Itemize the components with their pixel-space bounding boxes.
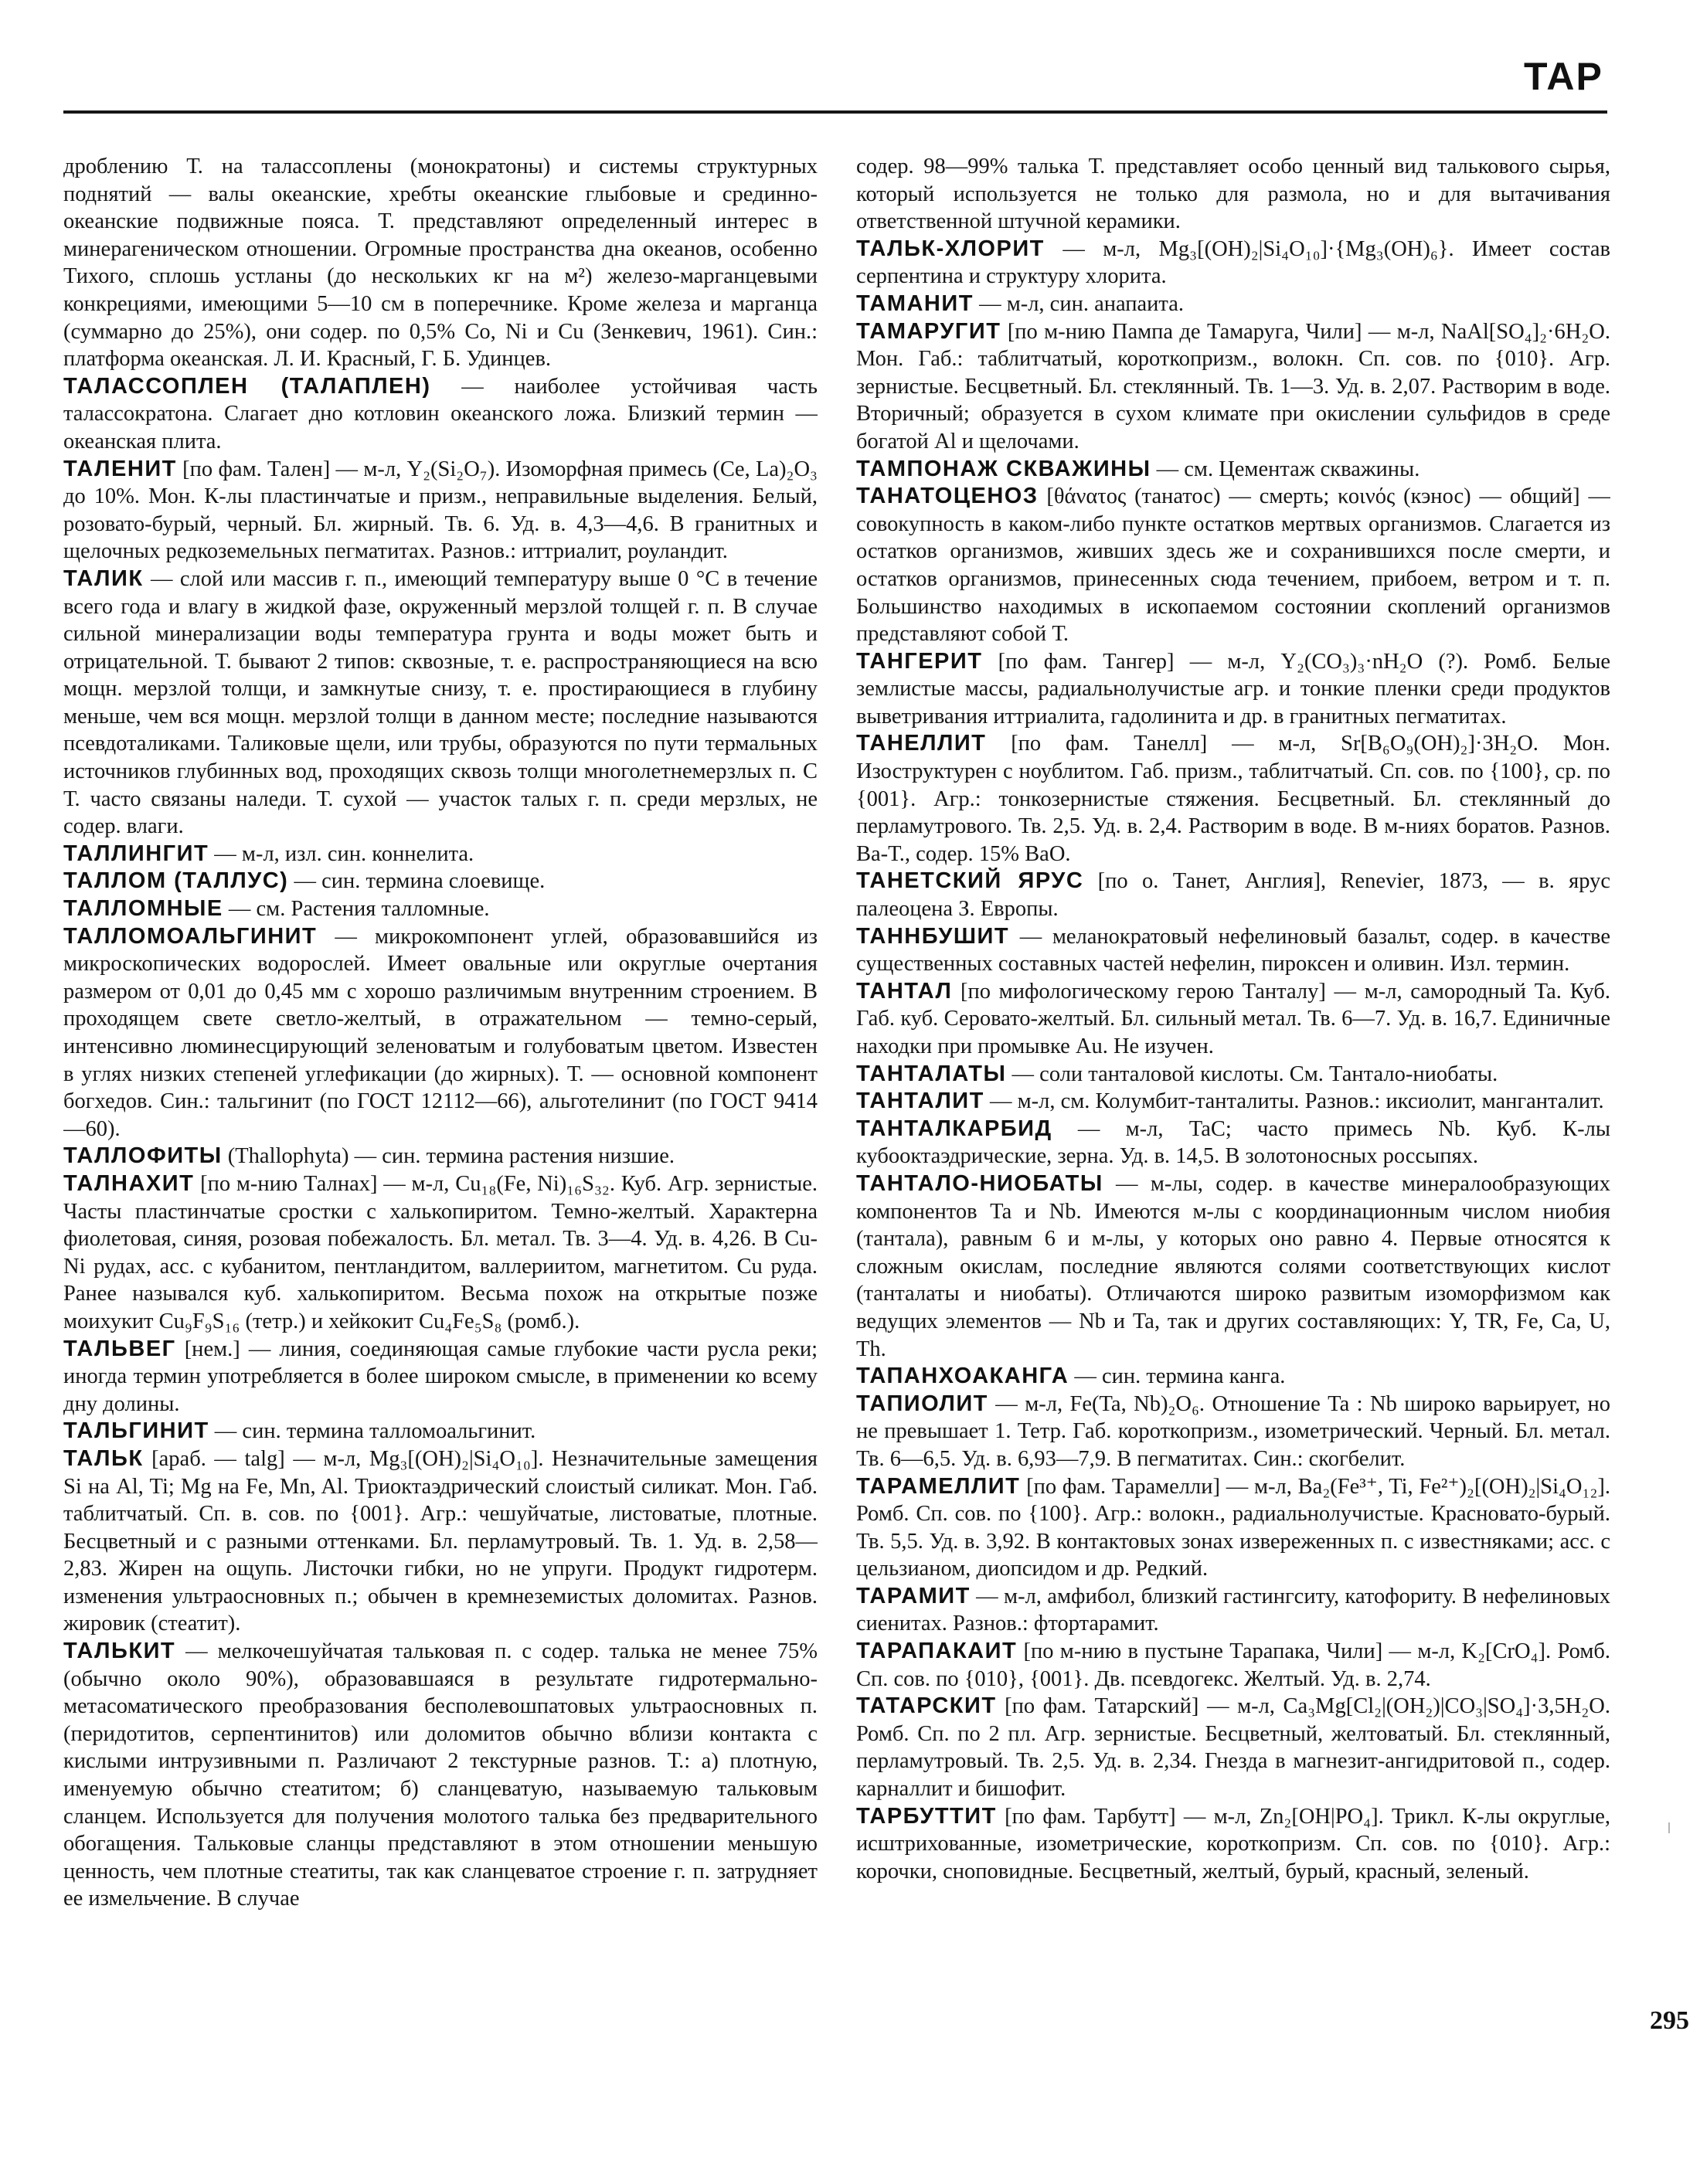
dictionary-entry — [856, 290, 1610, 318]
entry-headword: ТАЛЬК — [63, 1445, 144, 1471]
entry-headword: ТАЛЬГИНИТ — [63, 1418, 209, 1444]
dictionary-entry — [856, 730, 1610, 868]
dictionary-entry — [63, 1445, 818, 1638]
entry-text: (Thallophyta) — син. термина растения низшие. — [222, 1144, 675, 1169]
entry-headword: ТАТАРСКИТ — [856, 1693, 997, 1719]
entry-text: — см. Цементаж скважины. — [1151, 457, 1420, 481]
entry-headword: ТАННБУШИТ — [856, 923, 1010, 949]
dictionary-entry — [856, 483, 1610, 648]
entry-text: — м-л, амфибол, близкий гастингситу, катофориту. В нефелиновых сиенитах. Разнов.: фтортарамит. — [856, 1584, 1610, 1636]
entry-headword: ТАЛИК — [63, 566, 144, 591]
entry-headword: ТАМПОНАЖ СКВАЖИНЫ — [856, 456, 1151, 481]
entry-headword: ТАЛЬК-ХЛОРИТ — [856, 236, 1045, 261]
entry-headword: ТАЛЕНИТ — [63, 456, 177, 481]
entry-text: — мелкочешуйчатая тальковая п. с содер. талька не менее 75% (обычно около 90%), образовавшаяся в результате гидротермально-метасоматического преобразования бесполевошпатовых ультраосновных п. (перидотитов, серпентинитов) или доломитов обычно вблизи контакта с кислыми интрузивными п. Различают 2 текстурные разнов. Т.: а) плотную, именуемую обычно стеатитом; б) сланцеватую, называемую тальковым сланцем. Используется для получения молотого талька без предварительного обогащения. Тальковые сланцы представляют в этом отношении меньшую ценность, чем плотные стеатиты, так как сланцеватое строение г. п. затрудняет ее измельчение. В случае — [63, 1639, 818, 1911]
dictionary-entry — [856, 1473, 1610, 1583]
dictionary-entry — [63, 566, 818, 841]
entry-text: [по фам. Тарамелли] — м-л, Ba₂(Fe³⁺, Ti, Fe²⁺)₂[(OH)₂|Si₄O₁₂]. Ромб. Сп. сов. по {100}. Агр.: волокн., радиальнолучистые. Красновато-бурый. Тв. 5,5. Уд. в. 3,92. В контактовых зонах извереженных п. с известняками; асс. с цельзианом, диопсидом и др. Редкий. — [856, 1474, 1610, 1581]
entry-text: [θάνατος (танатос) — смерть; κοινός (кэнос) — общий] — совокупность в каком-либо пункте остатков мертвых организмов. Слагается из остатков организмов, живших здесь же и сохранившихся после смерти, и остатков организмов, принесенных сюда течением, прибоем, ветром и т. п. Большинство находимых в ископаемом состоянии скоплений организмов представляют собой Т. — [856, 484, 1610, 647]
dictionary-entry — [63, 1143, 818, 1170]
entry-text: — м-л, Mg₃[(OH)₂|Si₄O₁₀]·{Mg₃(OH)₆}. Имеет состав серпентина и структуру хлорита. — [856, 236, 1610, 289]
dictionary-entry — [856, 1638, 1610, 1693]
dictionary-entry — [63, 868, 818, 895]
entry-text: — наиболее устойчивая часть талассократона. Слагает дно котловин океанского ложа. Близкий термин — океанская плита. — [63, 374, 818, 453]
dictionary-entry — [856, 456, 1610, 484]
entry-headword: ТАРАМИТ — [856, 1583, 971, 1608]
dictionary-entry — [856, 1170, 1610, 1363]
entry-headword: ТАНТАЛКАРБИД — [856, 1116, 1052, 1141]
dictionary-entry — [63, 1170, 818, 1336]
dictionary-entry — [856, 236, 1610, 290]
entry-text: [по фам. Тален] — м-л, Y₂(Si₂O₇). Изоморфная примесь (Ce, La)₂O₃ до 10%. Мон. К-лы пластинчатые и призм., неправильные выделения. Белый, розовато-бурый, черный. Бл. жирный. Тв. 6. Уд. в. 4,3—4,6. В гранитных и щелочных редкоземельных пегматитах. Разнов.: иттриалит, роуландит. — [63, 457, 818, 564]
entry-text: содер. 98—99% талька Т. представляет особо ценный вид талькового сырья, который используется не только для размола, но и для вытачивания ответственной штучной керамики. — [856, 155, 1610, 234]
header-rule — [63, 110, 1607, 114]
running-head: ТАР — [1524, 55, 1603, 98]
dictionary-entry — [63, 153, 818, 373]
entry-headword: ТАНГЕРИТ — [856, 648, 983, 674]
entry-headword: ТАНТАЛАТЫ — [856, 1061, 1007, 1086]
dictionary-entry — [63, 1418, 818, 1445]
dictionary-entry — [63, 373, 818, 456]
dictionary-entry — [856, 648, 1610, 731]
entry-text: — м-л, син. анапаита. — [973, 291, 1184, 316]
entry-headword: ТАЛЬВЕГ — [63, 1336, 176, 1361]
entry-headword: ТАМАНИТ — [856, 290, 974, 316]
dictionary-entry — [856, 153, 1610, 236]
entry-headword: ТАРБУТТИТ — [856, 1803, 997, 1829]
entry-text: [араб. — talg] — м-л, Mg₃[(OH)₂|Si₄O₁₀]. Незначительные замещения Si на Al, Ti; Mg на Fe, Mn, Al. Триоктаэдрический слоистый силикат. Мон. Габ. таблитчатый. Сп. в. сов. по {001}. Агр.: чешуйчатые, листоватые, плотные. Бесцветный и с разными оттенками. Бл. перламутровый. Тв. 1. Уд. в. 2,58—2,83. Жирен на ощупь. Листочки гибки, но не упруги. Продукт гидротерм. изменения ультраосновных п.; обычен в кремнеземистых доломитах. Разнов. жировик (стеатит). — [63, 1446, 818, 1636]
dictionary-entry — [856, 1583, 1610, 1638]
entry-headword: ТАРАПАКАИТ — [856, 1639, 1018, 1664]
entry-text: — м-л, изл. син. коннелита. — [209, 841, 474, 866]
entry-headword: ТАПИОЛИТ — [856, 1391, 988, 1416]
dictionary-entry — [856, 318, 1610, 456]
entry-headword: ТАНТАЛО-НИОБАТЫ — [856, 1170, 1103, 1196]
entry-headword: ТАЛАССОПЛЕН (ТАЛАПЛЕН) — [63, 373, 431, 399]
entry-text: [по мифологическому герою Танталу] — м-л, самородный Ta. Куб. Габ. куб. Серовато-желтый. Бл. сильный метал. Тв. 6—7. Уд. в. 16,7. Единичные находки при промывке Au. Не изучен. — [856, 979, 1610, 1058]
entry-text: — меланократовый нефелиновый базальт, содер. в качестве существенных составных частей нефелин, пироксен и оливин. Изл. термин. — [856, 924, 1610, 977]
entry-headword: ТАНАТОЦЕНОЗ — [856, 484, 1039, 509]
entry-text: — син. термина талломоальгинит. — [209, 1419, 536, 1444]
dictionary-entry — [856, 1116, 1610, 1170]
entry-headword: ТАМАРУГИТ — [856, 318, 1001, 344]
dictionary-entry — [856, 1061, 1610, 1089]
entry-text: [по о. Танет, Англия], Renevier, 1873, — в. ярус палеоцена З. Европы. — [856, 869, 1610, 922]
dictionary-entry — [856, 978, 1610, 1061]
entry-text: [нем.] — линия, соединяющая самые глубокие части русла реки; иногда термин употребляется в более широком смысле, в применении ко всему дну долины. — [63, 1337, 818, 1416]
entry-text: [по м-нию Талнах] — м-л, Cu₁₈(Fe, Ni)₁₆S₃₂. Куб. Агр. зернистые. Часты пластинчатые сростки с халькопиритом. Темно-желтый. Характерна фиолетовая, синяя, розовая побежалость. Бл. метал. Тв. 3—4. Уд. в. 4,26. В Cu-Ni рудах, асс. с кубанитом, пентландитом, валлериитом, магнетитом. Cu руда. Ранее назывался куб. халькопиритом. Весьма похож на открытые позже моихукит Cu₉F₉S₁₆ (тетр.) и хейкокит Cu₄Fe₅S₈ (ромб.). — [63, 1171, 818, 1333]
margin-mark: ǀ — [1668, 1820, 1671, 1837]
dictionary-entry — [63, 841, 818, 868]
dictionary-entry — [856, 1391, 1610, 1473]
entry-text: [по фам. Тангер] — м-л, Y₂(CO₃)₃·nH₂O (?). Ромб. Белые землистые массы, радиальнолучистые агр. и тонкие пленки среди продуктов выветривания иттриалита, гадолинита и др. в гранитных пегматитах. — [856, 649, 1610, 729]
entry-text: — микрокомпонент углей, образовавшийся из микроскопических водорослей. Имеет овальные или округлые очертания размером от 0,01 до 0,45 мм с хорошо различимым внутренним строением. В проходящем свете светло-желтый, в отражательном — темно-серый, интенсивно люминесцирующий зеленоватым и голубоватым цветом. Известен в углях низких степеней углефикации (до жирных). Т. — основной компонент богхедов. Син.: тальгинит (по ГОСТ 12112—66), альготелинит (по ГОСТ 9414—60). — [63, 924, 818, 1141]
entry-text: — син. термина канга. — [1069, 1364, 1286, 1389]
entry-headword: ТАЛЛОМ (ТАЛЛУС) — [63, 868, 289, 894]
dictionary-entry — [856, 1693, 1610, 1802]
page-number: 295 — [1650, 2006, 1689, 2035]
dictionary-entry — [63, 1638, 818, 1913]
entry-text: [по фам. Тарбутт] — м-л, Zn₂[OH|PO₄]. Трикл. К-лы округлые, иcштрихованные, изометрические, короткопризм. Сп. сов. по {010}. Агр.: корочки, сноповидные. Бесцветный, желтый, бурый, красный, зеленый. — [856, 1804, 1610, 1883]
dictionary-entry — [856, 1088, 1610, 1116]
entry-text: [по фам. Танелл] — м-л, Sr[B₆O₉(OH)₂]·3H₂O. Мон. Изоструктурен с ноублитом. Габ. призм., таблитчатый. Сп. сов. по {100}, ср. по {001}. Агр.: тонкозернистые стяжения. Бесцветный. Бл. стеклянный до перламутрового. Тв. 2,5. Уд. в. 2,4. Растворим в воде. В м-ниях боратов. Разнов. Ba-Т., содер. 15% BaO. — [856, 732, 1610, 866]
entry-text: — слой или массив г. п., имеющий температуру выше 0 °С в течение всего года и влагу в жидкой фазе, окруженный мерзлой толщей г. п. В случае сильной минерализации воды температура грунта и воды может быть и отрицательной. Т. бывают 2 типов: сквозные, т. е. распространяющиеся на всю мощн. мерзлой толщи, и замкнутые снизу, т. е. простирающиеся в глубину меньше, чем вся мощн. мерзлой толщи в данном месте; последние называются псевдоталиками. Таликовые щели, или трубы, образуются по пути термальных источников глубинных вод, проходящих сквозь толщи многолетнемерзлых п. С Т. часто связаны наледи. Т. сухой — участок талых г. п. среди мерзлых, не содер. влаги. — [63, 566, 818, 839]
entry-text: — м-л, см. Колумбит-танталиты. Разнов.: иксиолит, манганталит. — [984, 1089, 1604, 1114]
dictionary-entry — [63, 1336, 818, 1418]
entry-text: [по м-нию Пампа де Тамаруга, Чили] — м-л, NaAl[SO₄]₂·6H₂O. Мон. Габ.: таблитчатый, короткопризм., волокн. Сп. сов. по {010}. Агр. зернистые. Бесцветный. Бл. стеклянный. Тв. 1—3. Уд. в. 2,07. Растворим в воде. Вторичный; образуется в сухом климате при окислении сульфидов в среде богатой Al и щелочами. — [856, 319, 1610, 453]
entry-headword: ТАЛЛОМОАЛЬГИНИТ — [63, 923, 318, 949]
entry-headword: ТАПАНХОАКАНГА — [856, 1364, 1069, 1389]
dictionary-entry — [63, 923, 818, 1143]
entry-text: — м-лы, содер. в качестве минералообразующих компонентов Ta и Nb. Имеются м-лы с координационным числом ниобия (тантала), равным 6 и м-лы, у которых оно равно 4. Первые относятся к сложным окислам, последние являются солями соответствующих кислот (танталаты и ниобаты). Отличаются широко развитым изоморфизмом как ведущих элементов — Nb и Ta, так и других составляющих: Y, TR, Fe, Ca, U, Th. — [856, 1171, 1610, 1361]
entry-headword: ТАНЕТСКИЙ ЯРУС — [856, 868, 1084, 894]
entry-text: дроблению Т. на талассоплены (монократоны) и системы структурных поднятий — валы океанские, хребты океанские глыбовые и срединно-океанские подвижные пояса. Т. представляют определенный интерес в минерагеническом отношении. Огромные пространства дна океанов, особенно Тихого, сплошь устланы (до нескольких кг на м²) железо-марганцевыми конкрециями, имеющими 5—10 см в поперечнике. Кроме железа и марганца (суммарно до 25%), они содер. по 0,5% Co, Ni и Cu (Зенкевич, 1961). Син.: платформа океанская. Л. И. Красный, Г. Б. Удинцев. — [63, 155, 818, 372]
entry-headword: ТАЛЛОФИТЫ — [63, 1143, 223, 1169]
entry-text: — син. термина слоевище. — [288, 869, 546, 894]
entry-headword: ТАЛЛОМНЫЕ — [63, 896, 223, 922]
entry-text: [по м-нию в пустыне Тарапака, Чили] — м-л, K₂[CrO₄]. Ромб. Сп. сов. по {010}, {001}. Дв. псевдогекс. Желтый. Уд. в. 2,74. — [856, 1639, 1610, 1691]
entry-headword: ТАНТАЛИТ — [856, 1089, 984, 1114]
left-column — [63, 153, 818, 2162]
dictionary-entry — [63, 456, 818, 566]
entry-text: — м-л, Fe(Ta, Nb)₂O₆. Отношение Ta : Nb широко варьирует, но не превышает 1. Тетр. Габ. короткопризм., изометрический. Черный. Бл. метал. Тв. 6—6,5. Уд. в. 6,93—7,9. В пегматитах. Син.: скогбелит. — [856, 1391, 1610, 1471]
dictionary-entry — [856, 923, 1610, 978]
dictionary-entry — [856, 868, 1610, 922]
dictionary-entry — [856, 1363, 1610, 1391]
entry-text: [по фам. Татарский] — м-л, Ca₃Mg[Cl₂|(OH₂)|CO₃|SO₄]·3,5H₂O. Ромб. Сп. по 2 пл. Агр. зернистые. Бесцветный, желтоватый. Бл. стеклянный, перламутровый. Тв. 2,5. Уд. в. 2,34. Гнезда в магнезит-ангидритовой п., содер. карналлит и бишофит. — [856, 1694, 1610, 1802]
right-column — [856, 153, 1610, 2162]
entry-headword: ТАНЕЛЛИТ — [856, 731, 987, 756]
entry-text: — соли танталовой кислоты. См. Тантало-ниобаты. — [1006, 1061, 1498, 1086]
entry-headword: ТАЛЛИНГИТ — [63, 841, 209, 866]
entry-text: — см. Растения талломные. — [223, 897, 490, 922]
entry-text: — м-л, TaC; часто примесь Nb. Куб. К-лы кубооктаэдрические, зерна. Уд. в. 14,5. В золотоносных россыпях. — [856, 1116, 1610, 1169]
dictionary-entry — [856, 1803, 1610, 1886]
dictionary-entry — [63, 895, 818, 923]
entry-headword: ТАРАМЕЛЛИТ — [856, 1473, 1021, 1499]
entry-headword: ТАЛНАХИТ — [63, 1170, 195, 1196]
entry-headword: ТАНТАЛ — [856, 978, 953, 1004]
entry-headword: ТАЛЬКИТ — [63, 1639, 176, 1664]
